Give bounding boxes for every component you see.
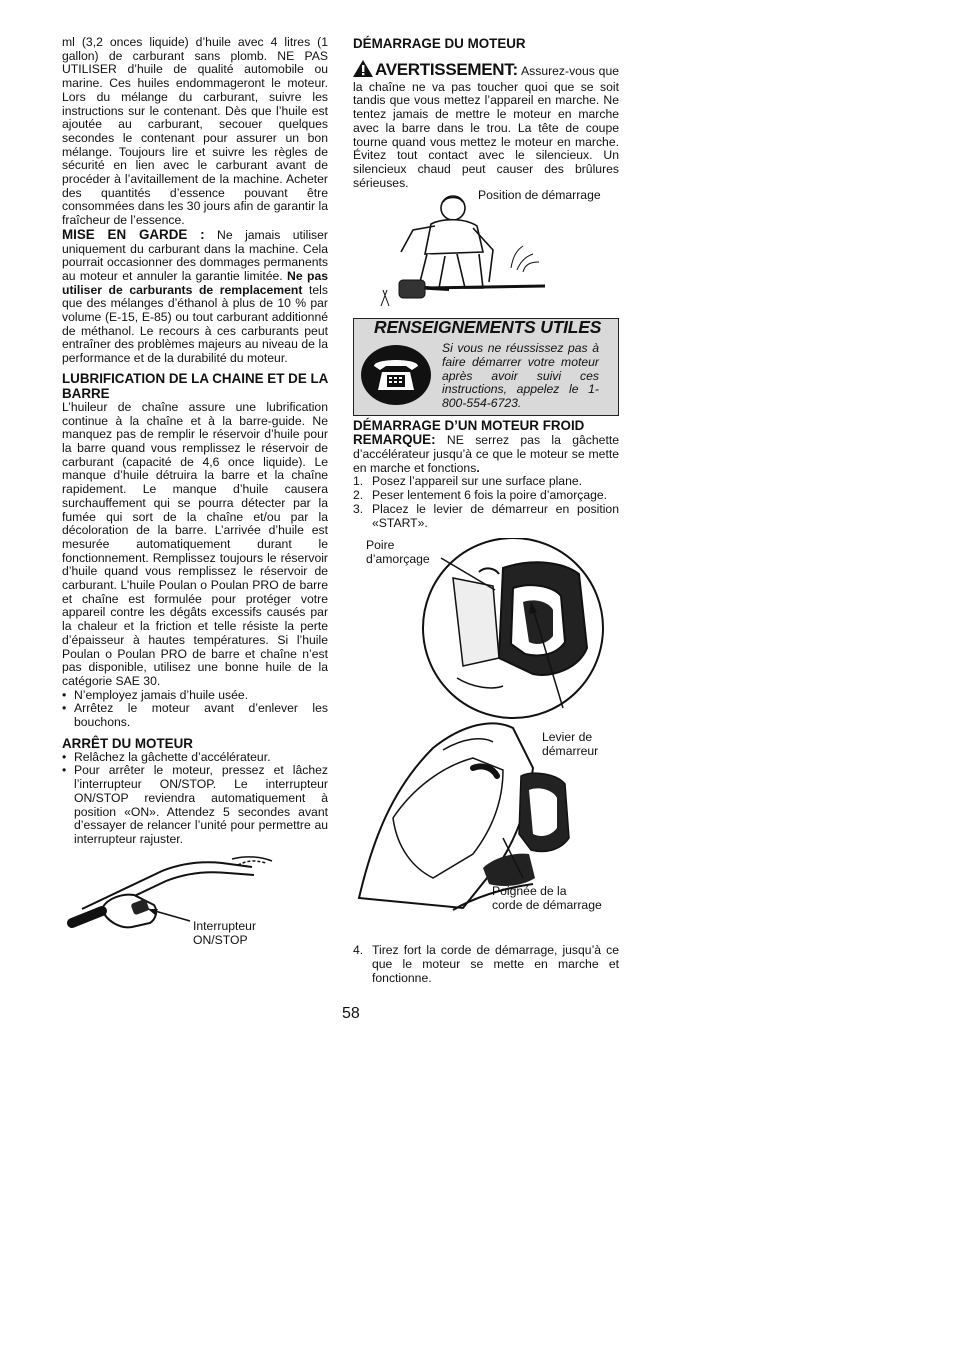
stop-engine-heading: ARRÊT DU MOTEUR (62, 735, 193, 751)
label-line: corde de démarrage (492, 898, 602, 913)
warning-paragraph (353, 60, 619, 190)
info-box-title: RENSEIGNEMENTS UTILES (374, 317, 602, 338)
on-stop-switch-figure (62, 849, 328, 945)
list-item: • Arrêtez le moteur avant d’enlever les bouchons. (62, 702, 328, 729)
info-box-text: Si vous ne réussissez pas à faire démarrer votre moteur après avoir suivi ces instructions, appelez le 1-800-554-6723. (442, 341, 599, 411)
start-engine-heading: DÉMARRAGE DU MOTEUR (353, 36, 526, 51)
label-line: Levier de (542, 730, 593, 745)
step-item (353, 944, 619, 985)
step-number: 2. (353, 488, 364, 503)
caution-label: MISE EN GARDE : (62, 226, 205, 242)
label-line: Poignée de la (492, 884, 567, 899)
step-text: Tirez fort la corde de démarrage, jusqu’à ce que le moteur se mette en marche et fonctionne. (372, 943, 619, 985)
operator-kneeling-illustration (353, 190, 619, 316)
note-label: REMARQUE: (353, 432, 436, 448)
right-column (353, 36, 619, 985)
note-paragraph (353, 433, 619, 475)
label-line: d’amorçage (366, 552, 430, 567)
list-item: • Relâchez la gâchette d’accélérateur. (62, 751, 328, 765)
label-line: Interrupteur (193, 918, 257, 933)
warning-text: Assurez-vous que la chaîne ne va pas toucher quoi que se soit tandis que vous mettez l’appareil en marche. Ne tentez jamais de mettre le moteur en marche avec la barre dans le trou. La tête de coupe tourne quand vous mettez le moteur en marche. Évitez tout contact avec le silencieux. Un silencieux chaud peut causer des brûlures sérieuses. (353, 64, 619, 190)
warning-label: AVERTISSEMENT: (375, 60, 518, 79)
page-number: 58 (342, 1005, 360, 1022)
step-number: 1. (353, 474, 364, 489)
lubrication-heading: LUBRIFICATION DE LA CHAINE ET DE LA BARRE (62, 370, 328, 401)
cold-start-heading: DÉMARRAGE D’UN MOTEUR FROID (353, 418, 585, 434)
step-four-list (353, 944, 619, 985)
stop-engine-bullets (62, 751, 328, 847)
useful-info-box (353, 318, 619, 416)
phone-icon (360, 344, 432, 410)
step-text: Placez le levier de démarreur en position «START». (372, 501, 619, 530)
caution-text-2: tels que des mélanges d’éthanol à plus de 10 % par volume (E-15, E-85) ou tout carburant additionné de méthanol. Le recours à ces carburants peut entraîner des problèmes majeurs au niveau de la performance et de la durabilité du moteur. (62, 282, 328, 366)
caution-bold: Ne pas utiliser de carburants de remplacement (62, 268, 328, 297)
lubrication-paragraph: L’huileur de chaîne assure une lubrification continue à la chaîne et à la barre-guide. Ne manquez pas de remplir le réservoir d’huile pour la barre quand vous remplissez le réservoir de carburant (capacité de 4,6 once liquide). Le manque d’huile détruira la barre et la chaîne rapidement. Le manque d’huile causera surchauffement qui se pourra détecter par la fumée qui sort de la chaîne et/ou par la décoloration de la barre. L’arrivée d’huile est mesurée automatiquement durant le fonctionnement. Remplissez toujours le réservoir d’huile quand vous remplissez le réservoir de carburant. L’huile Poulan o Poulan PRO de barre et chaîne est formulée pour protéger votre appareil contre les dégâts excessifs causés par la chaleur et la friction et telle résiste la perte d’épaisseur à hautes températures. Si l’huile Poulan o Poulan PRO de barre et chaîne n’est pas disponible, utilisez une bonne huile de la catégorie SAE 30. (62, 399, 328, 688)
list-item: • N’employez jamais d’huile usée. (62, 689, 328, 703)
caution-text-1: Ne jamais utiliser uniquement du carburant dans la machine. Cela pourrait occasionner des dommages permanents au moteur et annuler la garantie limitée. (62, 227, 328, 283)
step-item (353, 503, 619, 530)
starter-rope-handle-label (492, 884, 602, 912)
list-item: • Pour arrêter le moteur, pressez et lâchez l’interrupteur ON/STOP. Le interrupteur ON/STOP reviendra automatiquement à position «ON». Attendez 5 secondes avant d’essayer de relancer l’unité pour permettre au interrupteur rajuster. (62, 764, 328, 846)
cold-start-steps (353, 475, 619, 530)
note-end: . (476, 460, 480, 475)
step-number: 4. (353, 943, 364, 958)
step-text: Posez l’appareil sur une surface plane. (372, 474, 583, 489)
label-line: ON/STOP (193, 932, 248, 947)
engine-controls-figure (353, 538, 619, 938)
note-text: NE serrez pas la gâchette d’accélérateur jusqu’à ce que le moteur se mette en marche et fonctions (353, 433, 619, 475)
fuel-mix-paragraph: ml (3,2 onces liquide) d’huile avec 4 litres (1 gallon) de carburant sans plomb. NE PAS UTILISER d’huile de qualité automobile ou marine. Ces huiles endommageront le moteur. Lors du mélange du carburant, suivre les instructions sur le contenant. Dès que l’huile est ajoutée au carburant, secouer quelques secondes le contenant pour assurer un bon mélange. Toujours lire et suivre les règles de sécurité en lien avec le carburant avant de procéder à l’avitaillement de la machine. Acheter des quantités d’essence pouvant être consommées dans les 30 jours afin de garantir la fraîcheur de l’essence. (62, 35, 328, 228)
primer-bulb-label (366, 538, 430, 566)
step-item (353, 475, 619, 489)
step-text: Peser lentement 6 fois la poire d’amorçage. (372, 488, 608, 503)
warning-triangle-icon (353, 60, 373, 81)
starter-lever-label (542, 730, 598, 758)
caution-paragraph (62, 228, 328, 366)
start-position-figure (353, 190, 619, 316)
lubrication-bullets (62, 689, 328, 730)
step-item (353, 489, 619, 503)
left-column (62, 36, 328, 945)
label-line: Poire (366, 538, 395, 553)
on-stop-switch-label (193, 919, 256, 947)
start-position-label: Position de démarrage (478, 188, 601, 203)
label-line: démarreur (542, 744, 599, 759)
step-number: 3. (353, 501, 364, 516)
